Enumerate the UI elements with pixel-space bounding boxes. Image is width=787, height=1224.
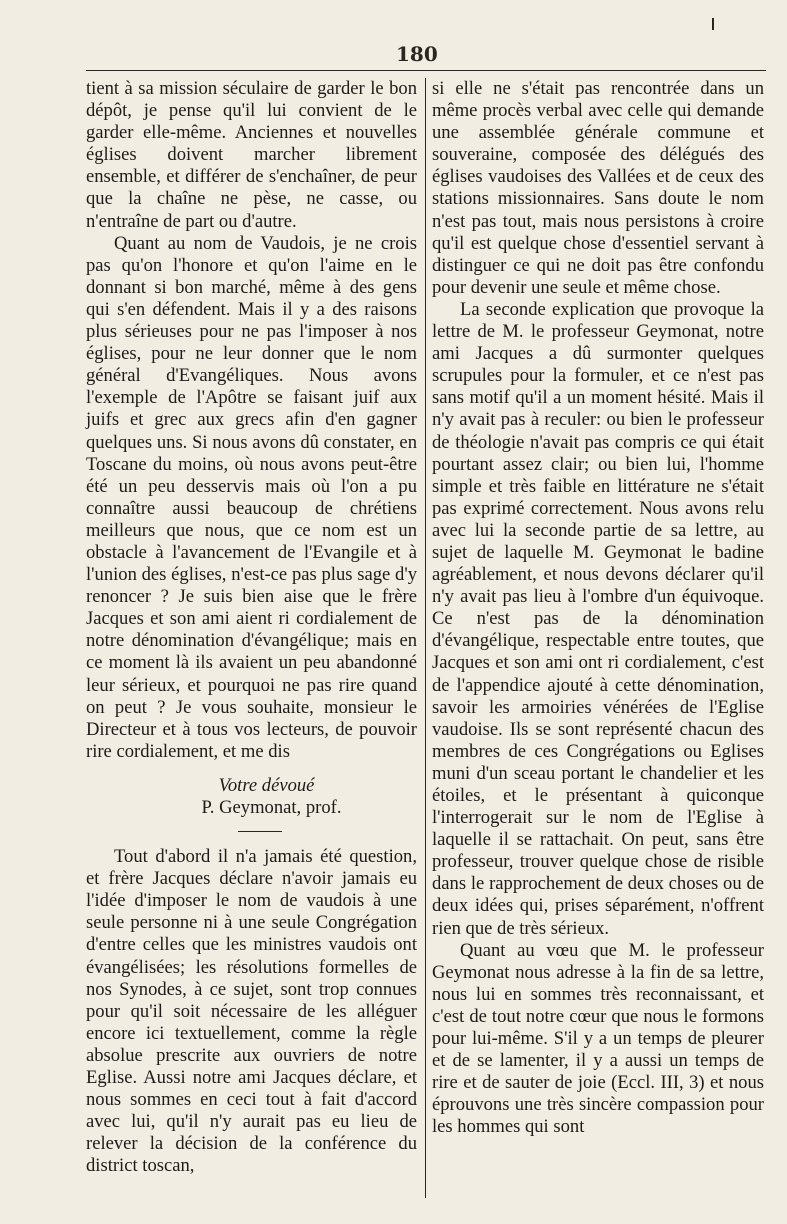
left-column bbox=[86, 78, 417, 1178]
column-divider bbox=[425, 78, 426, 1198]
section-separator bbox=[238, 831, 282, 832]
right-paragraph-1: si elle ne s'était pas rencontrée dans un même procès verbal avec celle qui demande une assemblée générale commune et souveraine, composée des délégués des églises vaudoises des Vallées et de ceux des stations missionnaires. Sans doute le nom n'est pas tout, mais nous persistons à croire qu'il est quelque chose d'essentiel servant à distinguer ce qui ne doit pas être confondu pour devenir une seule et même chose. bbox=[432, 78, 764, 298]
right-paragraph-2: La seconde explication que provoque la lettre de M. le professeur Geymonat, notre ami Jacques a dû surmonter quelques scrupules pour la formuler, et ce n'est pas sans motif qu'il a un moment hésité. Mais il n'y avait pas à reculer: ou bien le professeur de théologie n'avait pas compris ce qui était pourtant assez clair; ou bien lui, l'homme simple et très faible en littérature ne s'était pas exprimé correctement. Nous avons relu avec lui la seconde partie de sa lettre, au sujet de laquelle M. Geymonat le badine agréablement, et nous devons déclarer qu'il n'y avait pas lieu à l'ombre d'un équivoque. Ce n'est pas de la dénomination d'évangélique, respectable entre toutes, que Jacques et son ami ont ri cordialement, c'est de l'appendice ajouté à cette dénomination, savoir les armoiries vénérées de l'Eglise vaudoise. Ils se sont représenté chacun des membres de ces Congrégations ou Eglises muni d'un sceau portant le chandelier et les étoiles, et le présentant à quiconque l'interrogerait sur le nom de l'Eglise à laquelle il se rattachait. On peut, sans être professeur, trouver quelque chose de risible dans le rapprochement de deux choses ou de deux idées qui, prises séparément, n'offrent rien que de très sérieux. bbox=[432, 298, 764, 939]
signature-name: P. Geymonat, prof. bbox=[201, 797, 342, 818]
right-paragraph-3: Quant au vœu que M. le professeur Geymonat nous adresse à la fin de sa lettre, nous lui en sommes très reconnaissant, et c'est de tout notre cœur que nous le formons pour lui-même. S'il y a un temps de pleurer et de se lamenter, il y a aussi un temps de rire et de sauter de joie (Eccl. III, 3) et nous éprouvons une très sincère compassion pour les hommes qui sont bbox=[432, 939, 764, 1138]
left-paragraph-1: tient à sa mission séculaire de garder le bon dépôt, je pense qu'il lui convient de le garder elle-même. Anciennes et nouvelles églises doivent marcher librement ensemble, et différer de s'enchaîner, de peur que la chaîne ne pèse, ne casse, ou n'entraîne de part ou d'autre. bbox=[86, 78, 417, 232]
page-header bbox=[88, 40, 738, 66]
left-paragraph-2: Quant au nom de Vaudois, je ne crois pas qu'on l'honore et qu'on l'aime en le donnant si bon marché, même à des gens qui s'en défendent. Mais il y a des raisons plus sérieuses pour ne pas l'imposer à nos églises, pour ne leur donner que le nom général d'Evangéliques. Nous avons l'exemple de l'Apôtre se faisant juif aux juifs et grec aux grecs afin d'en gagner quelques uns. Si nous avons dû constater, en Toscane du moins, où nous avons peut-être été un peu desservis mais où l'on a pu connaître aussi beaucoup de chrétiens meilleurs que nous, que ce nom est un obstacle à l'avancement de l'Evangile et à l'union des églises, n'est-ce pas plus sage d'y renoncer ? Je suis bien aise que le frère Jacques et son ami aient ri cordialement de notre dénomination d'évangélique; mais en ce moment là ils avaient un peu abandonné leur sérieux, et pourquoi ne pas rire quand on peut ? Je vous souhaite, monsieur le Directeur et à tous vos lecteurs, de pouvoir rire cordialement, et me dis bbox=[86, 232, 417, 762]
header-rule bbox=[86, 70, 766, 71]
margin-mark bbox=[712, 18, 714, 30]
page-number: 180 bbox=[396, 42, 438, 66]
left-paragraph-3: Tout d'abord il n'a jamais été question, et frère Jacques déclare n'avoir jamais eu l'idée d'imposer le nom de vaudois à une seule personne ni à une seule Congrégation d'entre celles que les ministres vaudois ont évangélisées; les résolutions formelles de nos Synodes, à ce sujet, sont trop connues pour qu'il soit nécessaire de les alléguer encore ici textuellement, comme la règle absolue prescrite aux ouvriers de notre Eglise. Aussi notre ami Jacques déclare, et nous sommes en ceci tout à fait d'accord avec lui, qu'il n'y aurait pas eu lieu de relever la décision de la conférence du district toscan, bbox=[86, 846, 417, 1177]
signature-closing: Votre dévoué bbox=[218, 774, 315, 796]
right-column bbox=[432, 78, 764, 1139]
